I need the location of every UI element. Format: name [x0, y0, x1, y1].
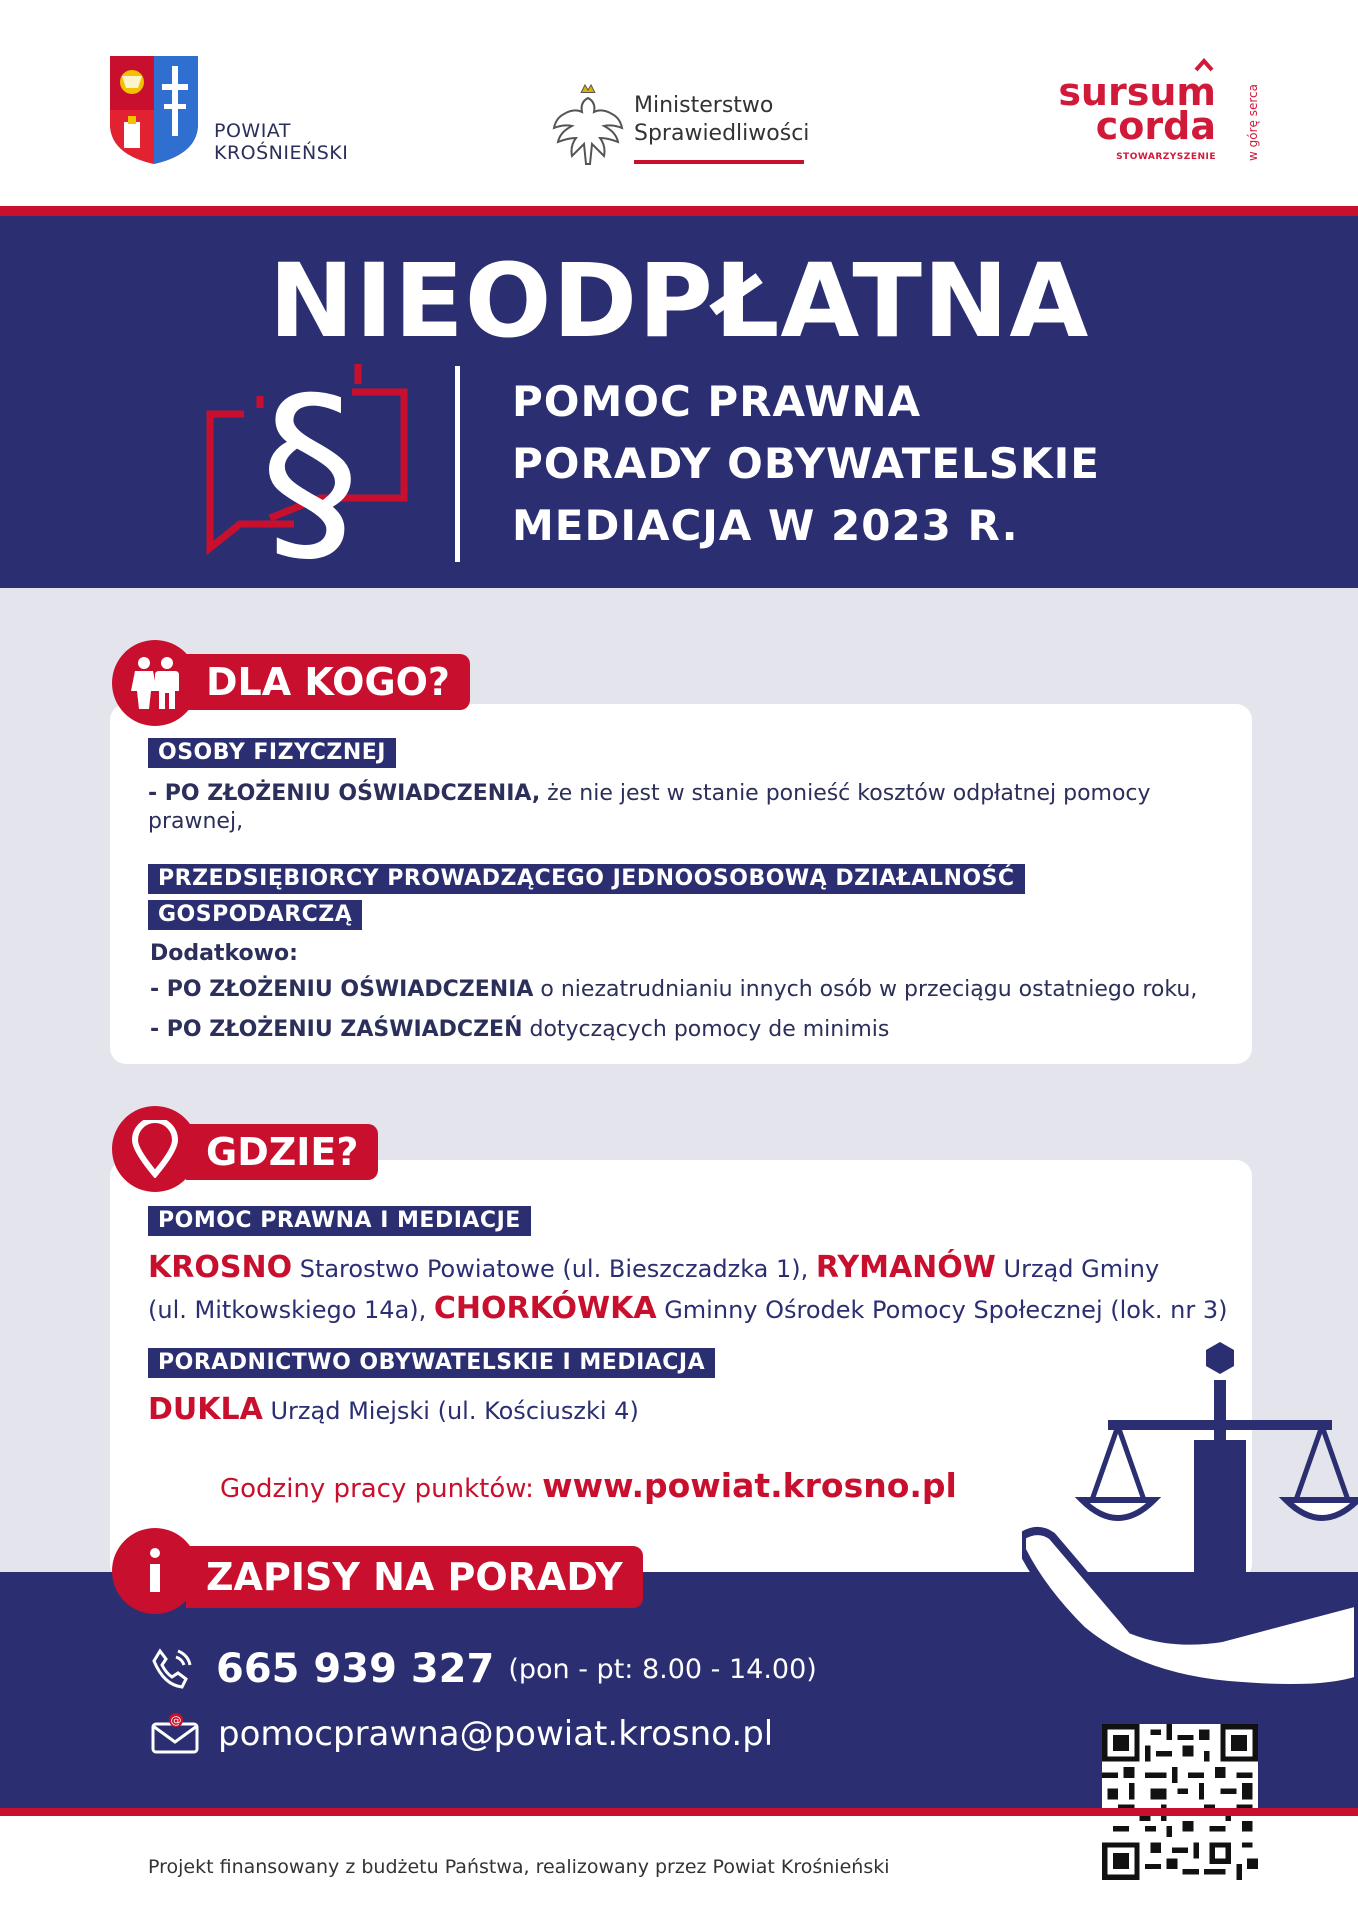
email-icon [150, 1712, 200, 1756]
location-icon-circle [112, 1106, 198, 1192]
text3-bold: - PO ZŁOŻENIU ZAŚWIADCZEŃ [150, 1017, 523, 1042]
location-pin-icon [131, 1120, 179, 1178]
powiat-line1: POWIAT [214, 120, 291, 142]
email-line [150, 1712, 773, 1756]
ms-red-bar [634, 160, 804, 164]
text-zaswiadczenia [150, 1016, 889, 1044]
text1-bold: - PO ZŁOŻENIU OŚWIADCZENIA, [148, 781, 541, 806]
label-pomoc-prawna-mediacje: POMOC PRAWNA I MEDIACJE [148, 1206, 531, 1236]
dodatkowo: Dodatkowo: [150, 941, 298, 966]
info-icon [140, 1546, 170, 1596]
dla-kogo-card [110, 704, 1252, 1064]
text2-bold: - PO ZŁOŻENIU OŚWIADCZENIA [150, 977, 534, 1002]
text1-cont: prawnej, [148, 809, 244, 834]
phone-icon [150, 1647, 194, 1691]
banner [0, 216, 1358, 588]
ms-line2: Sprawiedliwości [634, 121, 810, 146]
qr-code-icon [1102, 1724, 1258, 1880]
place-dukla: Urząd Miejski (ul. Kościuszki 4) [262, 1397, 639, 1425]
sc-line2: corda [1095, 104, 1216, 148]
dla-kogo-heading: DLA KOGO? [186, 654, 470, 710]
coat-of-arms-icon [108, 54, 200, 166]
hours-label: Godziny pracy punktów: [220, 1474, 543, 1504]
place-chorkowka: Gminny Ośrodek Pomocy Społecznej (lok. nr 3) [656, 1296, 1228, 1324]
text3-rest: dotyczących pomocy de minimis [522, 1017, 890, 1042]
text-oswiadczenie [150, 976, 1240, 1004]
text1-rest: że nie jest w stanie ponieść kosztów odpłatnej pomocy [540, 781, 1151, 806]
place-rymanow: Urząd Gminy [995, 1255, 1160, 1283]
place-rymanow-street: (ul. Mitkowskiego 14a), [148, 1296, 434, 1324]
label-gospodarcza: GOSPODARCZĄ [148, 900, 362, 930]
address-dukla [148, 1390, 639, 1431]
sc-vertical: w górę serca [1246, 84, 1260, 161]
footer-text: Projekt finansowany z budżetu Państwa, realizowany przez Powiat Krośnieński [148, 1856, 890, 1878]
banner-line3: MEDIACJA W 2023 R. [512, 501, 1019, 550]
sc-line1: sursum [1058, 70, 1216, 114]
addresses-block [148, 1248, 1238, 1330]
powiat-line2: KROŚNIEŃSKI [214, 142, 349, 164]
gdzie-heading: GDZIE? [186, 1124, 378, 1180]
place-krosno: Starostwo Powiatowe (ul. Bieszczadzka 1), [292, 1255, 816, 1283]
banner-line2: PORADY OBYWATELSKIE [512, 439, 1100, 488]
city-rymanow: RYMANÓW [815, 1250, 996, 1285]
banner-title: NIEODPŁATNA [268, 242, 1090, 361]
people-icon [127, 655, 183, 711]
scales-hand-icon [1022, 1340, 1358, 1700]
header [0, 0, 1358, 206]
label-poradnictwo: PORADNICTWO OBYWATELSKIE I MEDIACJA [148, 1348, 715, 1378]
banner-line1: POMOC PRAWNA [512, 377, 922, 426]
hours-url[interactable]: www.powiat.krosno.pl [542, 1466, 957, 1505]
hours-line [220, 1466, 957, 1509]
phone-line [150, 1646, 817, 1692]
city-dukla: DUKLA [148, 1392, 263, 1427]
text2-rest: o niezatrudnianiu innych osób w przeciągu ostatniego roku, [533, 977, 1198, 1002]
banner-divider [455, 366, 460, 562]
phone-hours: (pon - pt: 8.00 - 14.00) [508, 1653, 817, 1685]
eagle-icon [550, 84, 626, 168]
logo-sursum-corda [1058, 54, 1270, 174]
label-osoby-fizycznej: OSOBY FIZYCZNEJ [148, 738, 396, 768]
text-osoby [148, 780, 1228, 836]
logo-powiat-krosnienski [108, 54, 368, 174]
paragraph-icon [200, 356, 420, 576]
people-icon-circle [112, 640, 198, 726]
email-address[interactable]: pomocprawna@powiat.krosno.pl [218, 1714, 774, 1754]
bottom-red-stripe [0, 1808, 1358, 1816]
sc-sub: STOWARZYSZENIE [1116, 152, 1216, 162]
svg-text:@: @ [170, 1714, 182, 1727]
city-chorkowka: CHORKÓWKA [433, 1291, 657, 1326]
city-krosno: KROSNO [148, 1250, 293, 1285]
phone-number[interactable]: 665 939 327 [216, 1646, 495, 1692]
logo-ministerstwo [550, 84, 810, 176]
zapisy-heading: ZAPISY NA PORADY [186, 1546, 643, 1608]
label-przedsiebiorcy: PRZEDSIĘBIORCY PROWADZĄCEGO JEDNOOSOBOWĄ DZIAŁALNOŚĆ [148, 864, 1025, 894]
svg-text:§: § [260, 356, 360, 576]
top-red-stripe [0, 206, 1358, 216]
ms-line1: Ministerstwo [634, 93, 774, 118]
info-icon-circle [112, 1528, 198, 1614]
